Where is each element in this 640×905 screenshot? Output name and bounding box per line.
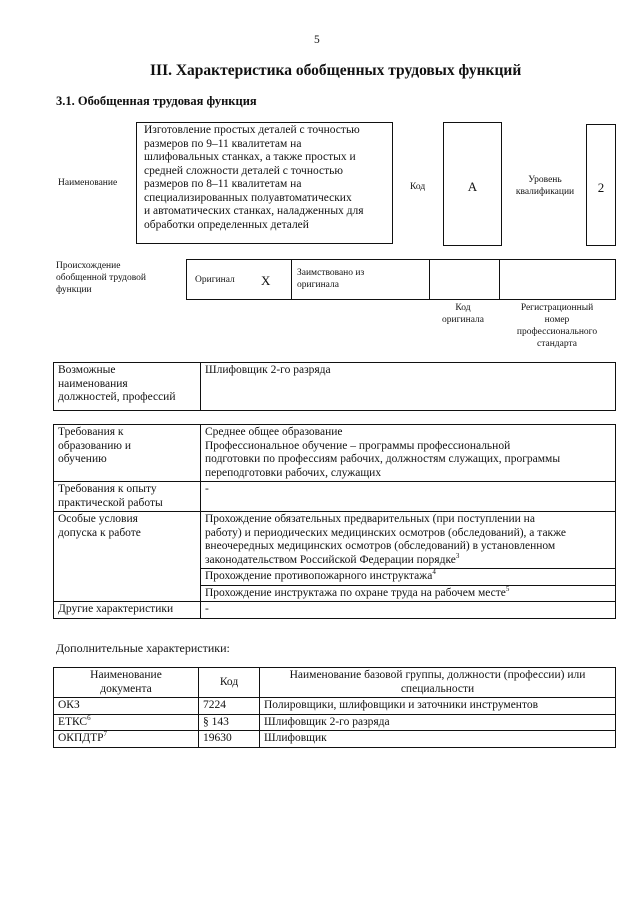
reg-line: стандарта <box>537 339 577 349</box>
row-code: § 143 <box>199 714 260 731</box>
otf-level-value: 2 <box>597 180 605 195</box>
special-label-line: допуска к работе <box>58 526 141 539</box>
other-label: Другие характеристики <box>54 602 201 619</box>
exp-label-line: практической работы <box>58 496 163 509</box>
row-doc: ОКЗ <box>54 698 199 715</box>
table-row <box>54 714 616 731</box>
section-title: III. Характеристика обобщенных трудовых функций <box>150 62 522 79</box>
otf-name-line: Изготовление простых деталей с точностью <box>144 124 360 136</box>
reg-number-label <box>504 302 610 350</box>
footnote-ref[interactable]: 4 <box>432 568 436 577</box>
positions-table <box>53 362 616 411</box>
edu-line: переподготовки рабочих, служащих <box>205 466 382 479</box>
positions-label-line: наименования <box>58 377 128 390</box>
original-label: Оригинал <box>195 275 235 285</box>
borrowed-line: оригинала <box>297 280 339 290</box>
edu-line: Среднее общее образование <box>205 426 343 438</box>
borrowed-label <box>297 267 364 291</box>
header-doc-line: Наименование <box>90 669 162 681</box>
additional-table <box>53 667 616 748</box>
header-doc-line: документа <box>100 682 152 695</box>
education-label <box>54 425 201 482</box>
code-orig-line: оригинала <box>442 315 484 325</box>
row-name: Полировщики, шлифовщики и заточники инструментов <box>260 698 616 715</box>
reg-line: Регистрационный <box>520 303 594 313</box>
borrowed-line: Заимствовано из <box>297 268 365 278</box>
level-label-line: квалификации <box>515 187 575 197</box>
row-name: Шлифовщик <box>260 731 616 748</box>
row-code: 7224 <box>199 698 260 715</box>
positions-label <box>54 363 201 411</box>
experience-label <box>54 482 201 512</box>
code-orig-line: Код <box>455 303 471 313</box>
positions-label-line: Возможные <box>58 364 116 376</box>
additional-heading: Дополнительные характеристики: <box>56 641 230 655</box>
footnote-ref[interactable]: 7 <box>103 730 108 739</box>
otf-code-box <box>443 122 502 246</box>
reg-line: номер <box>544 315 570 325</box>
footnote-ref[interactable]: 6 <box>87 713 91 722</box>
edu-line: подготовки по профессиям рабочих, должностям служащих, программы <box>205 453 561 465</box>
fire-text: Прохождение противопожарного инструктажа <box>205 570 433 582</box>
otf-name-line: обработки определенных деталей <box>144 218 309 231</box>
special-label <box>54 512 201 602</box>
header-group <box>260 668 616 698</box>
origin-label <box>56 260 146 296</box>
otf-name-box <box>136 122 393 244</box>
otf-level-box <box>586 124 616 246</box>
edu-line: Профессиональное обучение – программы профессиональной <box>205 439 511 452</box>
edu-label-line: обучению <box>58 453 107 465</box>
table-row <box>54 698 616 715</box>
otf-name-label: Наименование <box>58 178 118 188</box>
row-name: Шлифовщик 2-го разряда <box>260 714 616 731</box>
header-group-line: специальности <box>400 682 475 695</box>
footnote-ref[interactable]: 5 <box>505 584 510 593</box>
otf-name-line: размеров по 9–11 квалитетам на <box>144 137 302 150</box>
special-line: внеочередных медицинских осмотров (обследований) в установленном <box>205 540 556 552</box>
otf-level-label <box>505 174 585 198</box>
reg-line: профессионального <box>516 327 598 337</box>
header-code: Код <box>199 668 260 698</box>
table-row <box>54 731 616 748</box>
code-original-label <box>428 302 498 326</box>
origin-label-line: функции <box>56 285 92 295</box>
otf-name-line: средней сложности деталей с точностью <box>144 164 343 177</box>
edu-label-line: образованию и <box>58 439 131 452</box>
special-fire <box>201 569 616 586</box>
special-line: законодательством Российской Федерации порядке <box>205 553 456 566</box>
special-medical <box>201 512 616 569</box>
special-safety <box>201 585 616 602</box>
row-doc: ЕТКС$^6$ <box>54 714 199 731</box>
subsection-title: 3.1. Обобщенная трудовая функция <box>56 94 257 108</box>
other-value: - <box>201 602 616 619</box>
original-mark: X <box>261 273 271 288</box>
otf-name-line: размеров по 8–11 квалитетам на <box>144 178 302 190</box>
footnote-ref[interactable]: 3 <box>455 551 460 560</box>
origin-label-line: обобщенной трудовой <box>56 273 146 283</box>
otf-name-line: специализированных полуавтоматических <box>144 191 352 204</box>
header-group-line: Наименование базовой группы, должности (профессии) или <box>289 669 586 681</box>
positions-label-line: должностей, профессий <box>58 391 176 403</box>
special-line: работу) и периодических медицинских осмотров (обследований), а также <box>205 526 567 539</box>
origin-box <box>186 259 616 300</box>
otf-code-label: Код <box>410 182 426 192</box>
level-label-line: Уровень <box>528 175 562 185</box>
origin-label-line: Происхождение <box>56 261 121 271</box>
row-code: 19630 <box>199 731 260 748</box>
positions-value: Шлифовщик 2-го разряда <box>201 363 616 411</box>
special-label-line: Особые условия <box>58 513 138 525</box>
otf-name-line: и автоматических станках, наладженных для <box>144 205 364 217</box>
otf-name-line: шлифовальных станках, а также простых и <box>144 151 356 163</box>
row-doc: ОКПДТР$^7$ <box>54 731 199 748</box>
page-number: 5 <box>314 34 320 46</box>
requirements-table <box>53 424 616 619</box>
exp-label-line: Требования к опыту <box>58 483 157 495</box>
edu-label-line: Требования к <box>58 426 124 438</box>
special-line: Прохождение обязательных предварительных (при поступлении на <box>205 513 535 525</box>
otf-code-value: A <box>467 179 478 194</box>
education-value <box>201 425 616 482</box>
experience-value: - <box>201 482 616 512</box>
safety-text: Прохождение инструктажа по охране труда на рабочем месте <box>205 586 506 599</box>
header-doc <box>54 668 199 698</box>
